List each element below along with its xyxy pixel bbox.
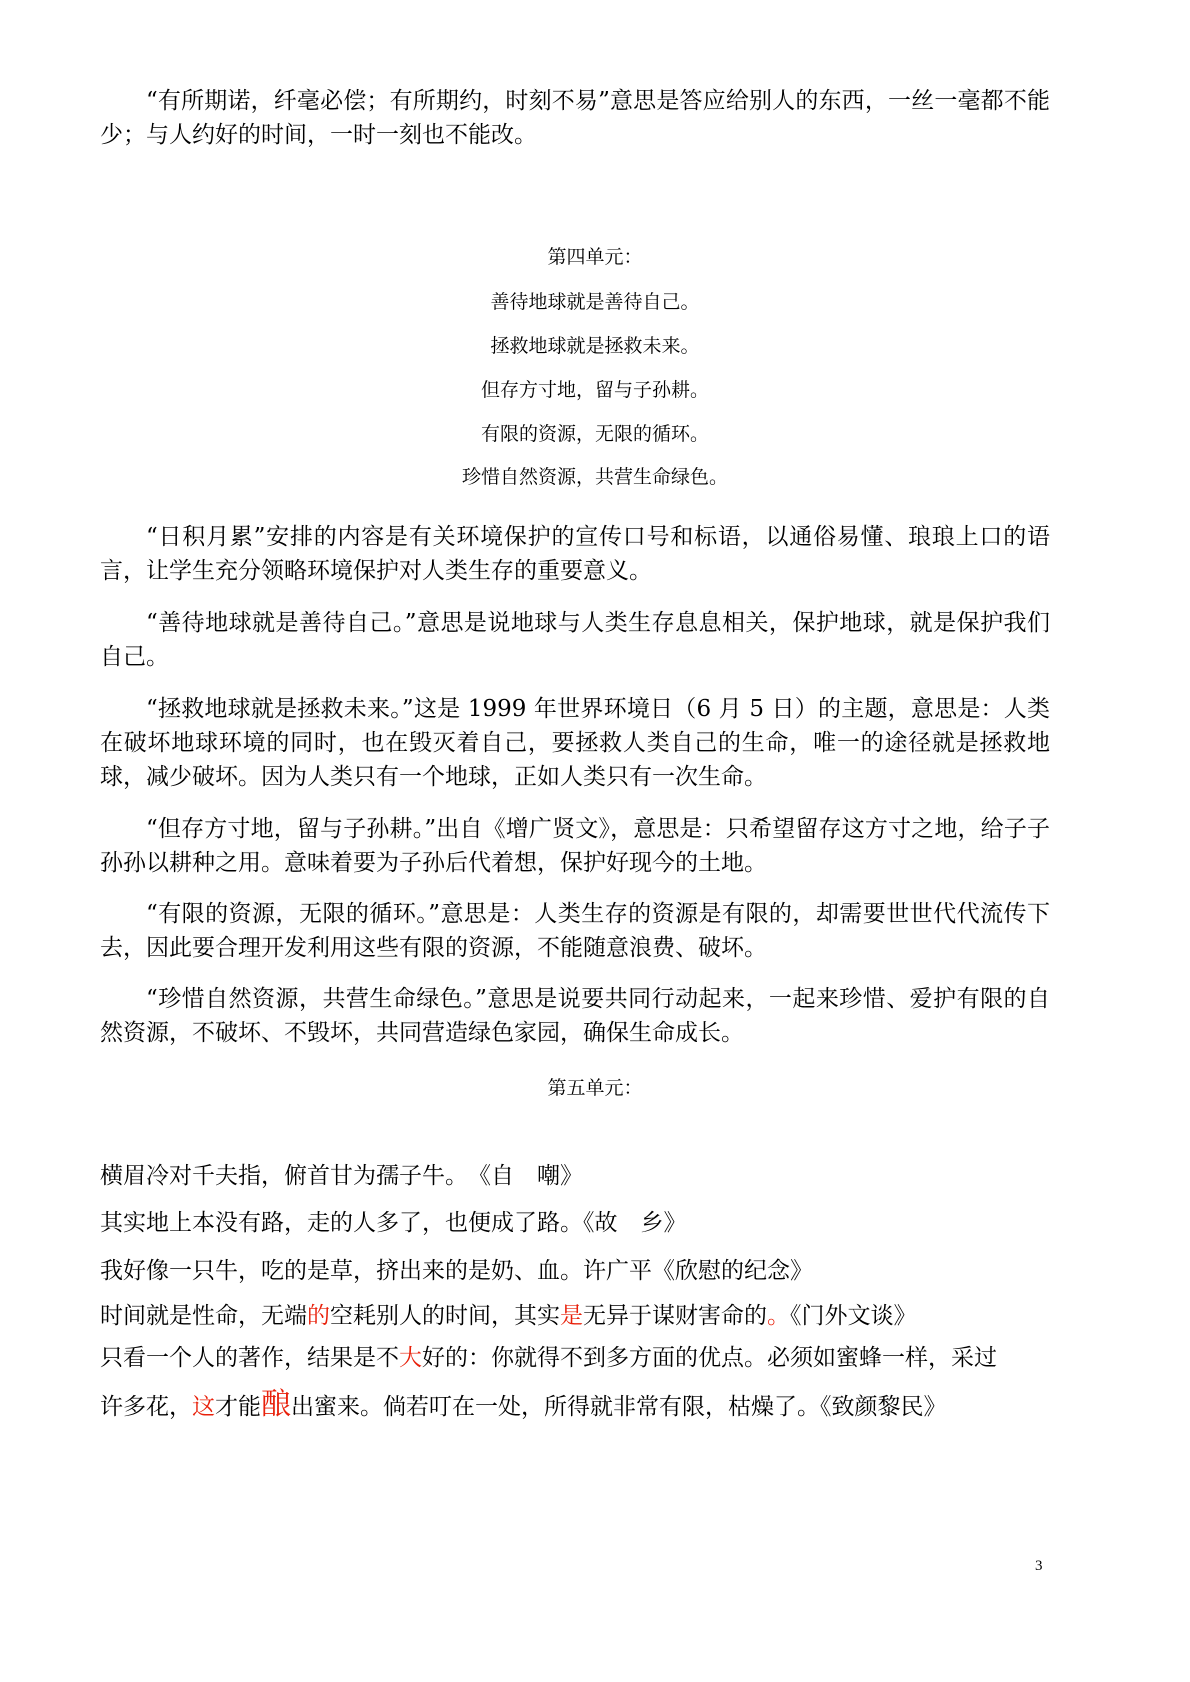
quote-line xyxy=(100,1299,1060,1333)
slogan-line: 但存方寸地，留与子孙耕。 xyxy=(480,379,709,401)
intro-line-2: 不能少；与人约好的时间，一时一刻也不能改。 xyxy=(100,88,1050,148)
slogan-line: 有限的资源，无限的循环。 xyxy=(480,423,709,445)
quote-line xyxy=(100,1388,1060,1424)
quote-text: 才能 xyxy=(215,1394,261,1420)
page-number: 3 xyxy=(1035,1558,1043,1574)
highlighted-char: 是 xyxy=(560,1303,583,1329)
quote-text: 好的：你就得不到多方面的优点。必须如蜜蜂一样，采过 xyxy=(422,1345,997,1371)
intro-line-1: “有所期诺，纤毫必偿；有所期约，时刻不易”意思是答应给别人的东西，一丝一毫都 xyxy=(146,88,1004,114)
quote-text: 空耗别人的时间，其实 xyxy=(330,1303,560,1329)
body-paragraph: “拯救地球就是拯救未来。”这是 1999 年世界环境日（6 月 5 日）的主题，意思是：人类在破坏地球环境的同时，也在毁灭着自己，要拯救人类自己的生命，唯一的途径就是拯救地球，减少破坏。因为人类只有一个地球，正如人类只有一次生命。 xyxy=(100,696,1050,790)
quote-line: 横眉冷对千夫指，俯首甘为孺子牛。 《自 嘲》 xyxy=(100,1163,583,1189)
quote-text: 时间就是性命，无端 xyxy=(100,1303,307,1329)
body-paragraph: “珍惜自然资源，共营生命绿色。”意思是说要共同行动起来，一起来珍惜、爱护有限的自然资源，不破坏、不毁坏，共同营造绿色家园，确保生命成长。 xyxy=(100,986,1050,1046)
intro-paragraph xyxy=(100,84,1050,152)
quote-line xyxy=(100,1341,1060,1375)
quote-line: 其实地上本没有路，走的人多了，也便成了路。《故 乡》 xyxy=(100,1210,687,1236)
highlighted-char-large: 酿 xyxy=(261,1387,291,1422)
highlighted-char: 的 xyxy=(307,1303,330,1329)
slogan-line: 善待地球就是善待自己。 xyxy=(490,291,700,313)
body-paragraph: “日积月累”安排的内容是有关环境保护的宣传口号和标语，以通俗易懂、琅琅上口的语言，让学生充分领略环境保护对人类生存的重要意义。 xyxy=(100,524,1050,584)
quote-text: 无异于谋财害命的 xyxy=(583,1303,767,1329)
body-paragraph: “善待地球就是善待自己。”意思是说地球与人类生存息息相关，保护地球，就是保护我们自己。 xyxy=(100,610,1050,670)
quote-text: 只看一个人的著作，结果是不 xyxy=(100,1345,399,1371)
highlighted-char: 大 xyxy=(399,1345,422,1371)
highlighted-char: 。 xyxy=(767,1303,790,1329)
quote-text: 许多花， xyxy=(100,1394,192,1420)
quote-line: 我好像一只牛，吃的是草，挤出来的是奶、血。许广平《欣慰的纪念》 xyxy=(100,1258,813,1284)
unit4-title: 第四单元： xyxy=(547,246,643,268)
unit5-title: 第五单元： xyxy=(547,1077,643,1099)
quote-text: 出蜜来。倘若叮在一处，所得就非常有限，枯燥了。《致颜黎民》 xyxy=(291,1394,947,1420)
body-paragraph: “但存方寸地，留与子孙耕。”出自《增广贤文》，意思是：只希望留存这方寸之地，给子子孙孙以耕种之用。意味着要为子孙后代着想，保护好现今的土地。 xyxy=(100,816,1050,876)
highlighted-char: 这 xyxy=(192,1394,215,1420)
slogan-line: 拯救地球就是拯救未来。 xyxy=(490,335,700,357)
quote-source: 《门外文谈》 xyxy=(790,1303,917,1329)
body-paragraph: “有限的资源，无限的循环。”意思是：人类生存的资源是有限的，却需要世世代代流传下去，因此要合理开发利用这些有限的资源，不能随意浪费、破坏。 xyxy=(100,901,1050,961)
slogan-line: 珍惜自然资源，共营生命绿色。 xyxy=(461,466,728,488)
